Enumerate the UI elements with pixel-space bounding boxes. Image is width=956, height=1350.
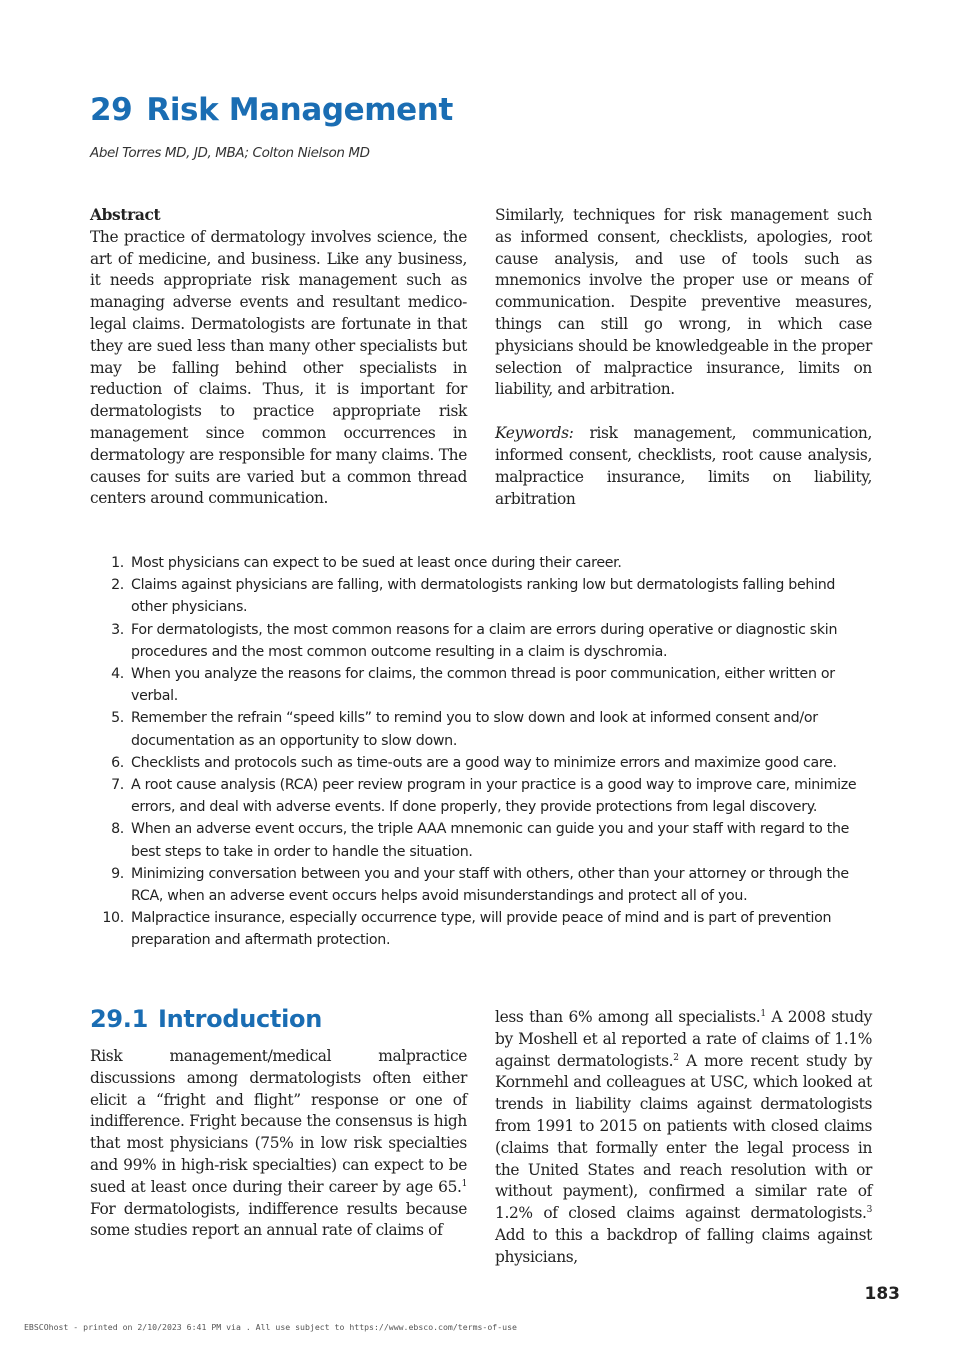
- keywords: [495, 423, 872, 510]
- intro-text: Add to this a backdrop of falling claims against physicians,: [495, 1225, 872, 1266]
- key-point-item: [100, 752, 860, 774]
- key-point-item: [100, 907, 860, 951]
- chapter-number: 29: [90, 92, 133, 128]
- key-points-list: [100, 552, 860, 952]
- key-point-item: [100, 774, 860, 818]
- keywords-label: Keywords:: [495, 424, 574, 443]
- intro-paragraph: [90, 1046, 467, 1242]
- abstract-text: The practice of dermatology involves science, the art of medicine, and business. Like any business, it needs appropriate risk management such as managing adverse events and resultant medico-legal claims. Dermatologists are fortunate in that they are sued less than many other specialists but may be falling behind other specialists in reduction of claims. Thus, it is important for dermatologists to practice appropriate risk management since common occurrences in dermatology are responsible for many claims. The causes for suits are varied but a common thread centers around communication.: [90, 227, 467, 508]
- key-point-item: [100, 552, 860, 574]
- intro-text: A 2008 study by Moshell et al reported a rate of claims of 1.1% against dermatologists.: [495, 1008, 872, 1070]
- key-point-item: [100, 818, 860, 862]
- keywords-text: risk management, communication, informed consent, checklists, root cause analysis, malpractice insurance, limits on liability, arbitration: [495, 424, 872, 508]
- key-point-number: 3.: [111, 621, 124, 638]
- intro-paragraph-continued: [495, 1007, 872, 1269]
- key-point-text: A root cause analysis (RCA) peer review program in your practice is a good way to improve care, minimize errors, and deal with adverse events. If done properly, they provide protections from legal discovery.: [131, 777, 857, 816]
- page-number: 183: [864, 1284, 900, 1304]
- key-point-text: When an adverse event occurs, the triple AAA mnemonic can guide you and your staff with regard to the best steps to take in order to handle the situation.: [131, 821, 850, 860]
- section-number: 29.1: [90, 1005, 149, 1033]
- abstract-continuation: Similarly, techniques for risk management such as informed consent, checklists, apologies, root cause analysis, and use of tools such as mnemonics involve the proper use or means of communication. Despite preventive measures, things can still go wrong, in which case physicians should be knowledgeable in the proper selection of malpractice insurance, limits on liability, and arbitration.: [495, 206, 872, 399]
- intro-text: A more recent study by Kornmehl and colleagues at USC, which looked at trends in liability claims against dermatologists from 1991 to 2015 on patients with closed claims (claims that formally enter the legal process in the United States and reach resolution with or without payment), confirmed a similar rate of 1.2% of closed claims against dermatologists.: [495, 1051, 873, 1223]
- chapter-authors: Abel Torres MD, JD, MBA; Colton Nielson MD: [90, 145, 370, 161]
- footer-notice: EBSCOhost - printed on 2/10/2023 6:41 PM via . All use subject to https://www.ebsco.com/terms-of-use: [24, 1322, 517, 1332]
- key-point-item: [100, 619, 860, 663]
- section-title: [90, 1005, 322, 1033]
- key-point-text: When you analyze the reasons for claims, the common thread is poor communication, either written or verbal.: [131, 666, 835, 705]
- key-point-number: 7.: [111, 777, 124, 794]
- key-point-text: Remember the refrain “speed kills” to remind you to slow down and look at informed consent and/or documentation as an opportunity to slow down.: [131, 710, 818, 749]
- key-point-number: 9.: [111, 865, 124, 882]
- intro-left-column: [90, 1046, 467, 1242]
- chapter-title: [90, 92, 453, 128]
- chapter-title-text: Risk Management: [146, 92, 453, 128]
- key-point-text: For dermatologists, the most common reasons for a claim are errors during operative or diagnostic skin procedures and the most common outcome resulting in a claim is dyschromia.: [131, 621, 838, 660]
- key-point-number: 10.: [102, 910, 124, 927]
- key-point-number: 6.: [111, 754, 124, 771]
- key-point-text: Minimizing conversation between you and your staff with others, other than your attorney or through the RCA, when an adverse event occurs helps avoid misunderstandings and protect all of you.: [131, 865, 849, 905]
- abstract-right-column: [495, 205, 872, 510]
- key-point-number: 5.: [111, 710, 124, 727]
- key-point-item: [100, 863, 860, 907]
- citation-ref: 1: [461, 1178, 467, 1189]
- abstract-left-column: [90, 205, 467, 510]
- key-point-number: 2.: [111, 577, 124, 594]
- key-point-text: Claims against physicians are falling, with dermatologists ranking low but dermatologists falling behind other physicians.: [131, 577, 836, 616]
- citation-ref: 2: [673, 1052, 679, 1063]
- section-title-text: Introduction: [158, 1005, 322, 1033]
- key-point-text: Checklists and protocols such as time-outs are a good way to minimize errors and maximize good care.: [131, 754, 837, 771]
- intro-text: Risk management/medical malpractice discussions among dermatologists often either elicit a “fright and flight” response or one of indifference. Fright because the consensus is high that most physicians (75% in low risk specialties and 99% in high-risk specialties) can expect to be sued at least once during their career by age 65.: [90, 1047, 467, 1196]
- key-point-number: 8.: [111, 821, 124, 838]
- intro-text: For dermatologists, indifference results because some studies report an annual rate of claims of: [90, 1199, 467, 1240]
- key-point-item: [100, 574, 860, 618]
- key-point-number: 4.: [111, 666, 124, 683]
- intro-text: less than 6% among all specialists.: [495, 1008, 761, 1026]
- citation-ref: 1: [760, 1009, 766, 1019]
- key-point-text: Most physicians can expect to be sued at least once during their career.: [131, 555, 622, 571]
- key-point-item: [100, 663, 860, 707]
- key-point-item: [100, 707, 860, 751]
- abstract-heading: Abstract: [90, 206, 161, 224]
- citation-ref: 3: [866, 1205, 872, 1216]
- intro-right-column: [495, 1007, 872, 1269]
- key-point-text: Malpractice insurance, especially occurrence type, will provide peace of mind and is part of prevention preparation and aftermath protection.: [131, 910, 832, 949]
- key-point-number: 1.: [111, 555, 124, 571]
